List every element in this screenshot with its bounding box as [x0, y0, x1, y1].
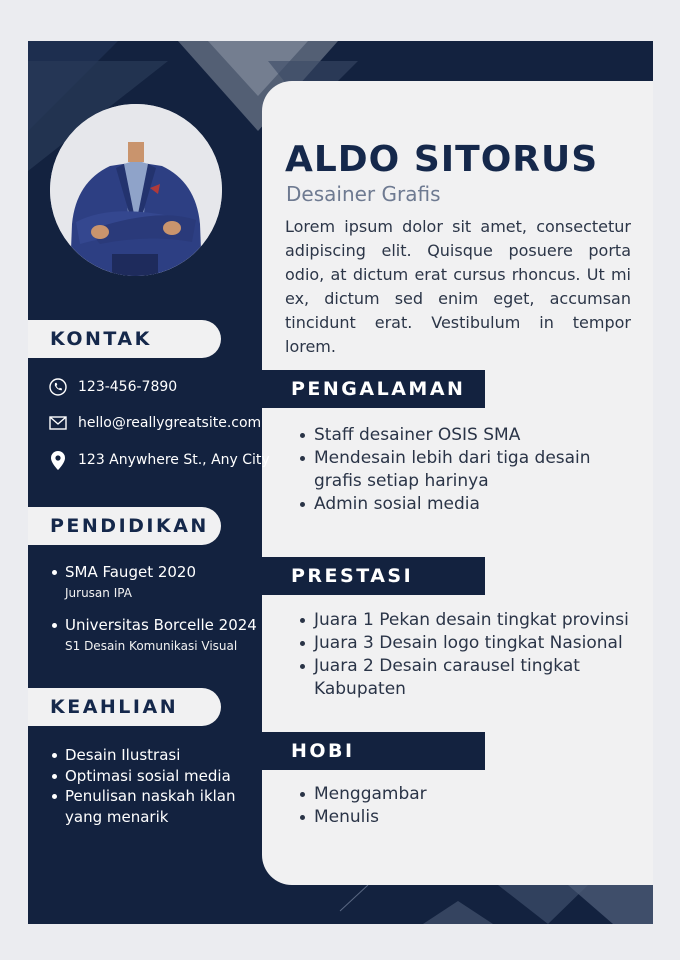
- contact-address: [48, 449, 270, 471]
- section-title: PENDIDIKAN: [50, 515, 209, 537]
- skills-list: [50, 745, 240, 827]
- list-item: Penulisan naskah iklan yang menarik: [50, 786, 240, 827]
- education-detail: S1 Desain Komunikasi Visual: [65, 639, 238, 653]
- email-icon: [48, 413, 68, 433]
- education-label: SMA Fauget 2020: [65, 563, 197, 581]
- profile-photo: [50, 104, 222, 276]
- list-item: Juara 2 Desain carausel tingkat Kabupaten: [300, 655, 584, 701]
- section-pengalaman-header: [262, 370, 485, 408]
- list-item: Staff desainer OSIS SMA: [300, 424, 600, 447]
- person-name: ALDO SITORUS: [285, 139, 599, 180]
- section-title: KONTAK: [50, 328, 152, 350]
- contact-phone: [48, 376, 177, 398]
- address-text: 123 Anywhere St., Any City: [78, 452, 270, 468]
- section-prestasi-header: [262, 557, 485, 595]
- section-title: HOBI: [291, 740, 355, 762]
- list-item: Menulis: [300, 806, 600, 829]
- phone-icon: [48, 377, 68, 397]
- education-item: [50, 562, 257, 602]
- profile-summary: Lorem ipsum dolor sit amet, consectetur adipiscing elit. Quisque posuere porta odio, at dictum erat cursus rhoncus. Ut mi ex, dictum sed enim eget, accumsan tincidunt erat. Vestibulum in tempor lorem.: [285, 217, 631, 356]
- list-item: Juara 1 Pekan desain tingkat provinsi: [300, 609, 630, 632]
- section-kontak-header: [28, 320, 221, 358]
- section-pendidikan-header: [28, 507, 221, 545]
- achievements-list: [300, 609, 630, 701]
- location-pin-icon: [48, 450, 68, 470]
- section-title: KEAHLIAN: [50, 696, 179, 718]
- hobbies-list: [300, 783, 600, 829]
- job-title: Desainer Grafis: [286, 182, 441, 206]
- list-item: Juara 3 Desain logo tingkat Nasional: [300, 632, 630, 655]
- education-item: [50, 615, 257, 655]
- contact-email: [48, 412, 261, 434]
- list-item: Optimasi sosial media: [50, 766, 240, 787]
- resume-sheet: [28, 41, 653, 924]
- education-list: [50, 562, 257, 655]
- list-item: Menggambar: [300, 783, 600, 806]
- section-hobi-header: [262, 732, 485, 770]
- experience-list: [300, 424, 600, 516]
- list-item: Admin sosial media: [300, 493, 600, 516]
- education-label: Universitas Borcelle 2024: [65, 616, 257, 634]
- list-item: Desain Ilustrasi: [50, 745, 240, 766]
- section-title: PRESTASI: [291, 565, 414, 587]
- email-text: hello@reallygreatsite.com: [78, 415, 262, 431]
- section-title: PENGALAMAN: [291, 378, 466, 400]
- education-detail: Jurusan IPA: [65, 586, 132, 600]
- section-keahlian-header: [28, 688, 221, 726]
- phone-text: 123-456-7890: [78, 379, 178, 395]
- list-item: Mendesain lebih dari tiga desain grafis setiap harinya: [300, 447, 600, 493]
